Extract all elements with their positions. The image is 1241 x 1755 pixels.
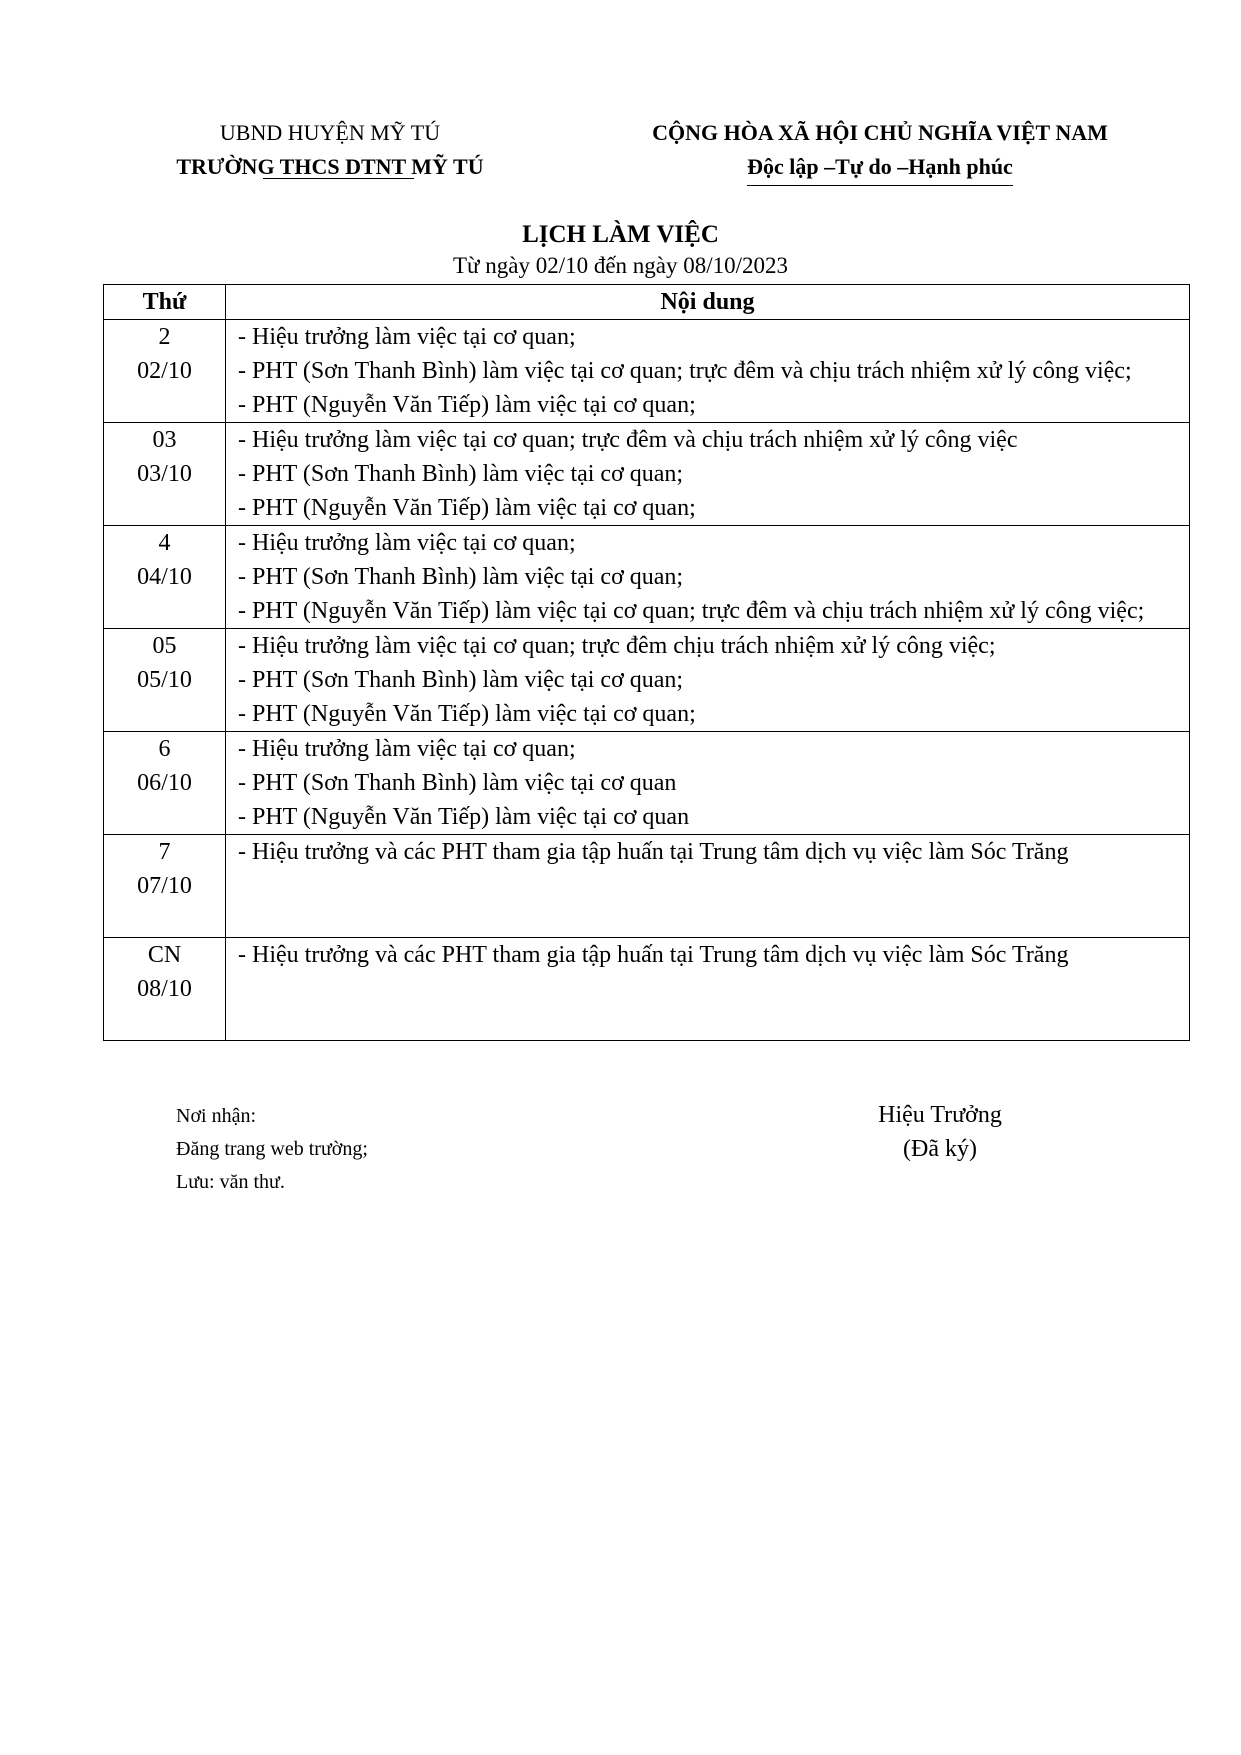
date-range: Từ ngày 02/10 đến ngày 08/10/2023: [452, 253, 789, 278]
recipient-item: Đăng trang web trường;: [176, 1138, 368, 1160]
content-line: - Hiệu trưởng làm việc tại cơ quan; trực đêm chịu trách nhiệm xử lý công việc;: [238, 633, 996, 659]
district-name: UBND HUYỆN MỸ TÚ: [219, 120, 441, 145]
signed-note: (Đã ký): [903, 1136, 977, 1162]
content-line: - Hiệu trưởng làm việc tại cơ quan;: [238, 530, 576, 556]
school-name-text: TRƯỜNG THCS DTNT MỸ TÚ: [176, 154, 484, 179]
table-row: [104, 835, 1190, 938]
school-name-underline: [263, 178, 413, 179]
date: 02/10: [137, 358, 192, 384]
content-cell: [226, 938, 1190, 1041]
day-cell: [104, 526, 226, 629]
content-cell: [226, 835, 1190, 938]
weekday: 2: [158, 324, 171, 350]
national-motto: [580, 116, 1180, 186]
table-row: [104, 732, 1190, 835]
signer-title: Hiệu Trưởng: [878, 1102, 1002, 1128]
document-title-block: [0, 218, 1241, 280]
table-header-row: [104, 285, 1190, 320]
content-line: - PHT (Sơn Thanh Bình) làm việc tại cơ quan;: [238, 667, 684, 693]
recipients-label: Nơi nhận:: [176, 1105, 257, 1127]
date: 03/10: [137, 461, 192, 487]
content-line: - PHT (Sơn Thanh Bình) làm việc tại cơ quan;: [238, 564, 684, 590]
signature-block: [830, 1098, 1050, 1166]
content-line: - Hiệu trưởng và các PHT tham gia tập huấn tại Trung tâm dịch vụ việc làm Sóc Trăng: [238, 839, 1069, 865]
weekday: 6: [158, 736, 171, 762]
country-name: CỘNG HÒA XÃ HỘI CHỦ NGHĨA VIỆT NAM: [652, 120, 1108, 145]
date: 08/10: [137, 976, 192, 1002]
content-line: - PHT (Nguyễn Văn Tiếp) làm việc tại cơ quan: [238, 804, 690, 830]
day-cell: [104, 320, 226, 423]
date: 06/10: [137, 770, 192, 796]
day-cell: [104, 835, 226, 938]
content-line: - Hiệu trưởng và các PHT tham gia tập huấn tại Trung tâm dịch vụ việc làm Sóc Trăng: [238, 942, 1069, 968]
column-header-day: Thứ: [104, 285, 226, 320]
date: 04/10: [137, 564, 192, 590]
issuing-agency: [140, 116, 520, 184]
day-cell: [104, 423, 226, 526]
day-cell: [104, 938, 226, 1041]
content-line: - PHT (Nguyễn Văn Tiếp) làm việc tại cơ quan; trực đêm và chịu trách nhiệm xử lý công việc;: [238, 598, 1145, 624]
content-cell: [226, 423, 1190, 526]
weekday: 4: [158, 530, 171, 556]
content-line: - PHT (Nguyễn Văn Tiếp) làm việc tại cơ quan;: [238, 392, 696, 418]
table-row: [104, 629, 1190, 732]
content-cell: [226, 320, 1190, 423]
date: 07/10: [137, 873, 192, 899]
document-title: LỊCH LÀM VIỆC: [522, 221, 719, 248]
column-header-content: Nội dung: [226, 285, 1190, 320]
school-name: [176, 150, 483, 184]
day-cell: [104, 629, 226, 732]
weekday: 7: [158, 839, 171, 865]
table-row: [104, 423, 1190, 526]
content-line: - PHT (Sơn Thanh Bình) làm việc tại cơ quan; trực đêm và chịu trách nhiệm xử lý công việc;: [238, 358, 1132, 384]
weekday: 03: [152, 427, 177, 453]
table-row: [104, 938, 1190, 1041]
content-line: - Hiệu trưởng làm việc tại cơ quan; trực đêm và chịu trách nhiệm xử lý công việc: [238, 427, 1018, 453]
content-line: - PHT (Sơn Thanh Bình) làm việc tại cơ quan;: [238, 461, 684, 487]
weekday: CN: [147, 942, 182, 968]
content-line: - PHT (Nguyễn Văn Tiếp) làm việc tại cơ quan;: [238, 701, 696, 727]
date: 05/10: [137, 667, 192, 693]
content-line: - Hiệu trưởng làm việc tại cơ quan;: [238, 736, 576, 762]
recipient-item: Lưu: văn thư.: [176, 1171, 285, 1193]
content-line: - Hiệu trưởng làm việc tại cơ quan;: [238, 324, 576, 350]
weekday: 05: [152, 633, 177, 659]
content-line: - PHT (Sơn Thanh Bình) làm việc tại cơ quan: [238, 770, 677, 796]
table-row: [104, 526, 1190, 629]
schedule-table: [103, 284, 1190, 1041]
content-cell: [226, 526, 1190, 629]
motto: Độc lập –Tự do –Hạnh phúc: [747, 150, 1013, 186]
content-cell: [226, 629, 1190, 732]
content-cell: [226, 732, 1190, 835]
day-cell: [104, 732, 226, 835]
recipients-block: [176, 1100, 368, 1199]
table-row: [104, 320, 1190, 423]
content-line: - PHT (Nguyễn Văn Tiếp) làm việc tại cơ quan;: [238, 495, 696, 521]
